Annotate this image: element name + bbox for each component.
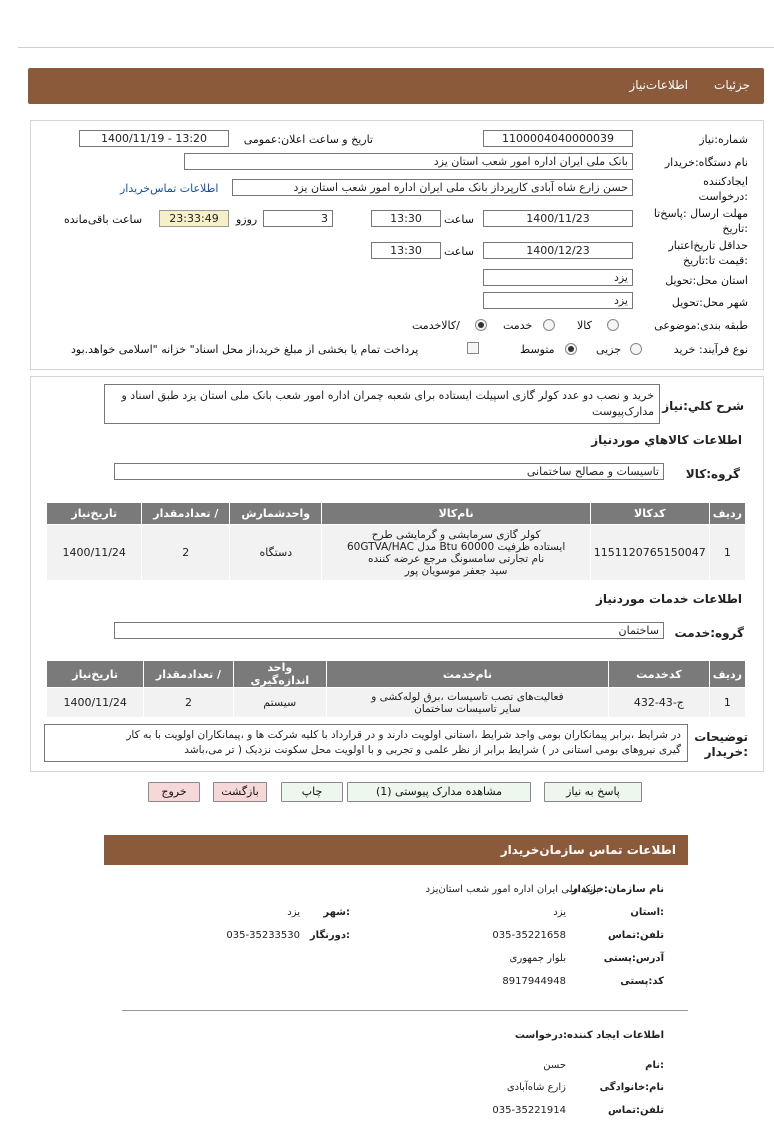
services-col-code: کدخدمت <box>608 661 709 688</box>
deadline-time-label: ساعت <box>444 213 474 226</box>
services-cell-qty: 2 <box>144 688 233 718</box>
goods-cell-date: 1400/11/24 <box>47 525 142 581</box>
process-medium-radio[interactable] <box>565 343 577 355</box>
contact-header <box>104 835 688 865</box>
goods-col-date: تاریخ‌نیاز <box>47 503 142 525</box>
view-attachments-button[interactable]: مشاهده مدارک پیوستی (1) <box>347 782 531 802</box>
deadline-time-field: 13:30 <box>371 210 441 227</box>
contact-city-value: یزد <box>287 907 300 918</box>
deadline-date-field: 1400/11/23 <box>483 210 633 227</box>
province-field: یزد <box>483 269 633 286</box>
creator-info-title: اطلاعات ایجاد کننده:درخواست <box>514 1030 664 1041</box>
services-cell-unit: سیستم <box>233 688 326 718</box>
buyer-notes-label-2: :خریدار <box>704 745 748 759</box>
category-service-label: خدمت <box>503 319 533 332</box>
tab-need-info[interactable]: اطلاعات‌نیاز <box>629 78 688 92</box>
services-col-name: نام‌خدمت <box>326 661 608 688</box>
announce-date-label: تاریخ و ساعت اعلان:عمومی <box>243 133 373 146</box>
buyer-notes-label: توضیحات <box>694 730 748 744</box>
buyer-notes-line: گیری نیروهای بومی استانی در ) شرایط برابر از نظر علمی و تجربی و با اولویت محل سکونت نزدیک ( تر می،باشد <box>184 744 681 756</box>
goods-group-field: تاسیسات و مصالح ساختمانی <box>114 463 664 480</box>
contact-fax-value: 035-35233530 <box>226 930 300 941</box>
services-section-title: اطلاعات خدمات موردنیاز <box>595 592 742 606</box>
tab-bar <box>28 68 764 104</box>
goods-col-qty: / تعدادمقدار <box>142 503 230 525</box>
validity-time-label: ساعت <box>444 245 474 258</box>
goods-col-row: ردیف <box>709 503 745 525</box>
category-goods-service-radio[interactable] <box>475 319 487 331</box>
treasury-payment-checkbox[interactable] <box>467 342 479 354</box>
goods-cell-name <box>322 525 590 581</box>
reply-button[interactable]: پاسخ به نیاز <box>544 782 642 802</box>
validity-date-field: 1400/12/23 <box>483 242 633 259</box>
creator-phone-value: 035-35221914 <box>492 1105 566 1116</box>
creator-name-value: حسن <box>543 1060 566 1071</box>
goods-name-line: سید جعفر موسویان پور <box>404 564 508 577</box>
services-cell-date: 1400/11/24 <box>47 688 144 718</box>
contact-province-value: یزد <box>553 907 566 918</box>
table-row <box>47 525 746 581</box>
service-group-label: گروه:خدمت <box>674 626 744 640</box>
treasury-payment-note: پرداخت تمام یا بخشی از مبلغ خرید،از محل اسناد" خزانه "اسلامی خواهد.بود <box>71 343 419 356</box>
creator-field: حسن زارع شاه آبادی کارپرداز بانک ملی ایران اداره امور شعب استان یزد <box>232 179 633 196</box>
buyer-org-field: بانک ملی ایران اداره امور شعب استان یزد <box>184 153 633 170</box>
buyer-notes-line: در شرایط ،برابر پیمانکاران بومی واجد شرایط ،استانی اولویت دارند و در قرارداد با کلیه شرکت ها و ،پیمانکاران اولویت با به کار <box>126 729 681 741</box>
days-label: روزو <box>236 213 258 226</box>
goods-cell-row: 1 <box>709 525 745 581</box>
goods-name-line: ایستاده ظرفیت Btu 60000 مدل 60GTVA/HAC <box>346 540 566 553</box>
contact-org-value: بانک ملی ایران اداره امور شعب استان‌یزد <box>425 884 599 895</box>
back-button[interactable]: بازگشت <box>213 782 267 802</box>
buyer-org-label: نام دستگاه:خریدار <box>664 156 748 169</box>
services-col-unit: واحد اندازه‌گیری <box>233 661 326 688</box>
process-medium-label: متوسط <box>520 343 555 356</box>
process-partial-label: جزیی <box>596 343 622 356</box>
category-goods-label: کالا <box>577 319 592 332</box>
remaining-time-label: ساعت باقی‌مانده <box>64 213 143 226</box>
contact-city-label: :شهر <box>323 907 350 918</box>
services-cell-code: ج-43-432 <box>608 688 709 718</box>
days-field: 3 <box>263 210 333 227</box>
city-field: یزد <box>483 292 633 309</box>
contact-address-label: آدرس:پستی <box>603 953 664 964</box>
contact-postal-value: 8917944948 <box>502 976 566 987</box>
contact-address-value: بلوار جمهوری <box>509 953 566 964</box>
service-group-field: ساختمان <box>114 622 664 639</box>
table-row <box>47 688 746 718</box>
goods-table <box>46 502 746 581</box>
category-label: طبقه بندی:موضوعی <box>654 319 748 332</box>
process-label: نوع فرآیند: خرید <box>673 343 748 356</box>
goods-cell-qty: 2 <box>142 525 230 581</box>
contact-org-label: نام سازمان:خریدار <box>571 884 664 895</box>
validity-time-field: 13:30 <box>371 242 441 259</box>
services-col-date: تاریخ‌نیاز <box>47 661 144 688</box>
exit-button[interactable]: خروج <box>148 782 200 802</box>
top-divider <box>18 47 774 48</box>
category-goods-service-label: /کالاخدمت <box>412 319 460 332</box>
validity-label-2: :قیمت تا:تاریخ <box>683 254 748 267</box>
services-col-row: ردیف <box>709 661 745 688</box>
goods-cell-unit: دستگاه <box>230 525 322 581</box>
contact-phone-label: تلفن:تماس <box>607 930 664 941</box>
contact-divider <box>122 1010 688 1011</box>
services-cell-row: 1 <box>709 688 745 718</box>
goods-cell-code: 1151120765150047 <box>590 525 709 581</box>
creator-label: ایجادکننده <box>703 175 748 188</box>
goods-col-code: کدکالا <box>590 503 709 525</box>
category-goods-radio[interactable] <box>607 319 619 331</box>
need-number-field: 1100004040000039 <box>483 130 633 147</box>
buyer-notes-box <box>44 724 688 762</box>
deadline-label-2: :تاریخ <box>722 222 748 235</box>
creator-label-2: :درخواست <box>698 190 748 203</box>
contact-postal-label: کد:پستی <box>620 976 664 987</box>
creator-phone-label: تلفن:تماس <box>607 1105 664 1116</box>
services-col-qty: / تعدادمقدار <box>144 661 233 688</box>
category-service-radio[interactable] <box>543 319 555 331</box>
summary-label: شرح کلي:نیاز <box>662 399 744 413</box>
buyer-contact-link[interactable]: اطلاعات تماس‌خریدار <box>120 182 219 195</box>
services-table <box>46 660 746 718</box>
need-number-label: شماره:نیاز <box>699 133 748 146</box>
service-name-line: فعالیت‌های نصب تاسیسات ،برق لوله‌کشی و <box>371 690 564 703</box>
validity-label: حداقل تاریخ‌اعتبار <box>668 239 748 252</box>
announce-date-field: 1400/11/19 - 13:20 <box>79 130 229 147</box>
contact-phone-value: 035-35221658 <box>492 930 566 941</box>
summary-text: خرید و نصب دو عدد کولر گازی اسپیلت ایستاده برای شعبه چمران اداره امور شعب بانک ملی استان یزد طبق اسناد و مدارک‌پیوست <box>104 384 660 424</box>
process-partial-radio[interactable] <box>630 343 642 355</box>
city-label: شهر محل:تحویل <box>671 296 748 309</box>
contact-title: اطلاعات تماس سازمان‌خریدار <box>500 843 676 857</box>
goods-col-unit: واحدشمارش <box>230 503 322 525</box>
contact-fax-label: :دورنگار <box>309 930 350 941</box>
province-label: استان محل:تحویل <box>665 274 748 287</box>
remaining-time-field: 23:33:49 <box>159 210 229 227</box>
creator-name-label: :نام <box>645 1060 664 1071</box>
print-button[interactable]: چاپ <box>281 782 343 802</box>
goods-section-title: اطلاعات کالاهاي موردنياز <box>591 433 742 447</box>
goods-col-name: نام‌کالا <box>322 503 590 525</box>
contact-province-label: :استان <box>630 907 664 918</box>
goods-group-label: گروه:کالا <box>685 467 740 481</box>
creator-family-label: نام:خانوادگی <box>599 1082 664 1093</box>
tab-details[interactable]: جزئیات <box>714 78 750 92</box>
service-name-line: سایر تاسیسات ساختمان <box>414 702 521 715</box>
creator-family-value: زارع شاه‌آبادی <box>506 1082 566 1093</box>
services-cell-name <box>326 688 608 718</box>
goods-name-line: نام تجارتی سامسونگ مرجع عرضه کننده <box>368 552 545 565</box>
goods-name-line: کولر گازی سرمایشی و گرمایشی طرح <box>371 528 541 541</box>
deadline-label: مهلت ارسال :پاسخ‌تا <box>653 207 748 220</box>
